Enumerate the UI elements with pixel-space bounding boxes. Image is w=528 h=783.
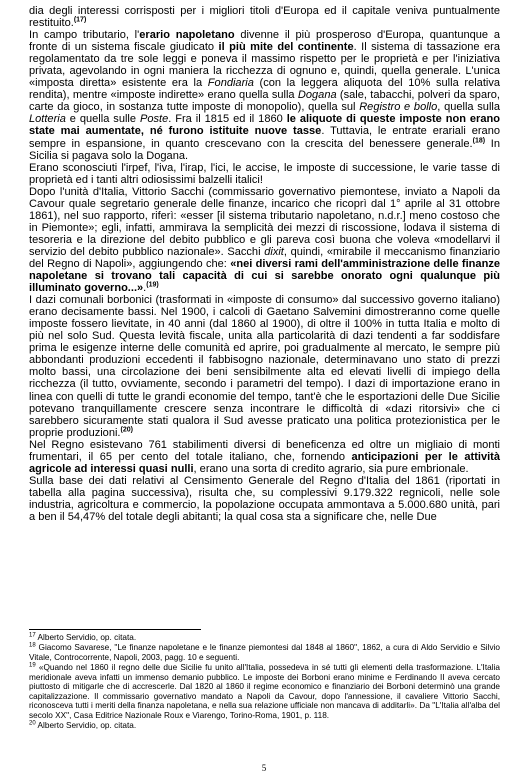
footnote: [29, 663, 500, 720]
paragraph: Sulla base dei dati relativi al Censimento Generale del Regno d'Italia del 1861 (riportati in tabella alla pagina successiva), risulta che, su complessivi 9.179.322 regnicoli, nelle sole industria, agricoltura e commercio, la popolazione occupata ammontava a 5.000.680 unità, pari a ben il 54,47% del totale degli abitanti; la qual cosa sta a significare che, nelle Due: [29, 474, 500, 523]
footnote: [29, 633, 500, 642]
text: Nel Regno esistevano 761 stabilimenti diversi di beneficenza ed oltre un migliaio di monti frumentari, il 65 per cento del totale italiano, che, fornendo: [29, 438, 500, 463]
italic-text: Poste: [139, 113, 169, 126]
footnote: [29, 721, 500, 730]
italic-text: Dogana: [297, 89, 337, 102]
text: (sale, tabacchi, polveri da sparo, carte da gioco, in sostanza tutte imposte di monopolio), quella sul: [29, 89, 500, 114]
text: , quindi, «mirabile il meccanismo finanziario del Regno di Napoli», aggiungendo che:: [29, 245, 501, 270]
paragraph: Erano sconosciuti l'irpef, l'iva, l'irap, l'ici, le accise, le imposte di successione, le varie tasse di proprietà ed i tanti altri odiosissimi balzelli italici!: [29, 161, 500, 186]
italic-text: Fondiaria: [207, 77, 254, 90]
paragraph: [29, 186, 500, 294]
bold-quote: «nei diversi rami dell'amministrazione delle finanze napoletane si trovano tali capacità di cui si sarebbe onorato ogni qualunque più illuminato governo...»: [29, 257, 500, 295]
paragraph: [29, 294, 500, 439]
footnote-text: Alberto Servidio, op. citata.: [35, 721, 137, 731]
footnote-text: Alberto Servidio, op. citata.: [35, 633, 137, 642]
italic-text: Registro e bollo: [359, 101, 438, 114]
italic-text: dixit: [264, 245, 284, 258]
text: divenne il più prosperoso d'Europa, quantunque a fronte di un sistema fiscale giudicato: [29, 29, 500, 54]
paragraph: [29, 5, 500, 29]
text: Dopo l'unità d'Italia, Vittorio Sacchi (commissario governativo piemontese, inviato a Napoli da Cavour quale segretario generale delle finanze, incarico che ricoprì dal 1° aprile al 31 ottobre 1861), nel suo rapporto, riferì: «esser [il sistema tributario napoletano, n.d.r.] meno costoso che in Piemonte»; egli, infatti, ammirava la semplicità dei mezzi di riscossione, lodava il sistema di tesoreria e la direzione del debito pubblico e gli pareva così buona che voleva «modellarvi il servizio del debito pubblico nazionale». Sacchi: [29, 185, 500, 258]
footnote-ref: (18): [472, 136, 486, 144]
text: In campo tributario, l': [29, 29, 140, 42]
text: e quella sulle: [65, 113, 140, 126]
footnote-number: 18: [29, 642, 36, 649]
footnotes: [29, 633, 500, 732]
text: . Tuttavia, le entrate erariali erano sempre in espansione, in quanto crescevano con la crescita del benessere generale.: [29, 125, 500, 150]
text: . Il sistema di tassazione era regolamentato da tre sole leggi e poneva il massimo rispetto per le proprietà e per l'iniziativa privata, agevolando in ogni maniera la ricchezza di ognuno e, quindi, quella generale. L'unica «imposta diretta» esistente era la: [29, 41, 500, 90]
footnote-divider: [29, 629, 201, 630]
body-text: [29, 5, 500, 523]
footnote-number: 20: [29, 720, 36, 727]
text: , erano una sorta di credito agrario, sia pure embrionale.: [193, 462, 469, 475]
footnote-ref: (19): [146, 281, 159, 289]
text: . Fra il 1815 ed il 1860: [168, 113, 287, 126]
paragraph: [29, 439, 500, 475]
bold-text: le aliquote di queste imposte non erano state mai aumentate, né furono istituite nuove tasse: [29, 113, 500, 138]
footnote-text: «Quando nel 1860 il regno delle due Sicilie fu unito all'Italia, possedeva in sé tutti gli elementi della trasformazione. L'Italia meridionale aveva infatti un immenso demanio pubblico. Le imposte dei Borboni erano minime e Ferdinando II aveva cercato piuttosto di mitigarle che di accrescerle. Dal 1820 al 1860 il regime economico e finanziario dei Borboni determinò una grande capitalizzazione. Il commissario governativo mandato a Napoli da Cavour, dopo l'annessione, il cavaliere Vittorio Sacchi, riconosceva tutti i meriti della finanza napoletana, e nella sua relazione ufficiale non mancava di additarli». Da "L'Italia all'alba del secolo XX", Casa Editrice Nazionale Roux e Viarengo, Torino-Roma, 1901, p. 118.: [29, 663, 500, 720]
footnote: [29, 643, 500, 662]
italic-text: Lotteria: [29, 113, 66, 126]
text: (con la leggera aliquota del 10% sulla relativa rendita), mentre «imposte indirette» erano quella sulla: [29, 77, 501, 102]
bold-text: il più mite del continente: [218, 41, 354, 54]
footnote-text: Giacomo Savarese, "Le finanze napoletane e le finanze piemontesi dal 1848 al 1860", 1862, a cura di Aldo Servidio e Silvio Vitale, Controcorrente, Napoli, 2003, pagg. 10 e seguenti.: [29, 643, 500, 662]
footnote-number: 19: [29, 662, 36, 669]
text: .: [143, 282, 147, 295]
text: In Sicilia si pagava solo la Dogana.: [29, 137, 500, 162]
text: , quella sulla: [437, 101, 501, 114]
bold-text: erario napoletano: [139, 29, 235, 42]
text: dia degli interessi corrisposti per i migliori titoli d'Europa ed il capitale veniva puntualmente restituito.: [29, 5, 500, 30]
paragraph: [29, 29, 500, 162]
footnote-ref: (20): [120, 425, 133, 433]
text: I dazi comunali borbonici (trasformati in «imposte di consumo» dal successivo governo italiano) erano decisamente bassi. Nel 1900, i calcoli di Gaetano Salvemini dimostreranno come quelle imposte fossero lievitate, in 40 anni (dal 1860 al 1900), di oltre il 100% in tutta Italia e molto di più nel solo Sud. Questa levità fiscale, unita alla particolarità di dazi tendenti a far soddisfare prima le esigenze interne delle comunità ed aprire, poi gradualmente al mercato, le sempre più abbondanti produzioni eccedenti il fabbisogno nazionale, determinavano uno stato di prezzi molto bassi, una circolazione dei beni sensibilmente alta ed elevati livelli di impiego della ricchezza (il tutto, ovviamente, secondo i parametri del tempo). I dazi di importazione erano in linea con quelli di tutte le grandi economie del tempo, tant'è che le esportazioni delle Due Sicilie potevano tranquillamente crescere senza incontrare le difficoltà di «dazi ritorsivi» che ci sarebbero sicuramente stati qualora il Sud avesse praticato una politica protezionistica per le proprie produzioni.: [29, 294, 500, 439]
bold-text: anticipazioni per le attività agricole ad interessi quasi nulli: [29, 450, 500, 475]
footnote-ref: (17): [73, 16, 87, 24]
footnote-number: 17: [29, 632, 36, 639]
page-number: 5: [261, 763, 267, 773]
